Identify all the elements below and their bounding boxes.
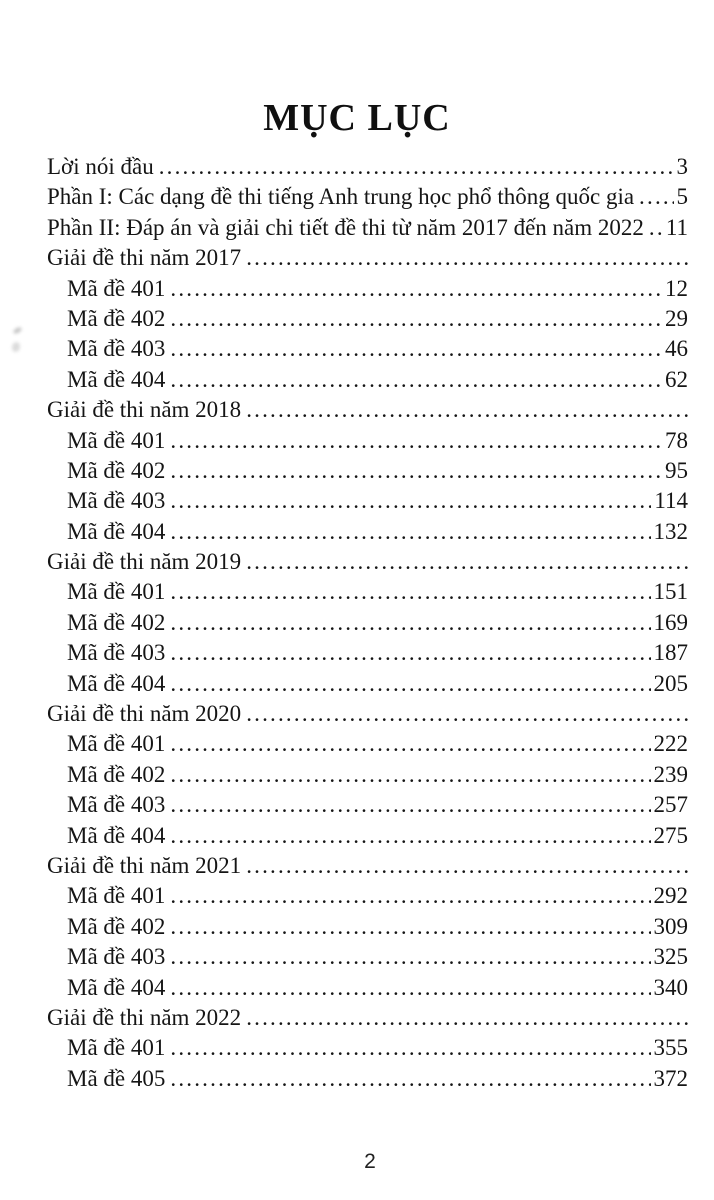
toc-entry-label: Mã đề 401 [67, 275, 166, 301]
toc-entry-page: 372 [653, 1065, 688, 1091]
dot-leader [170, 306, 662, 332]
dot-leader [170, 640, 650, 666]
toc-row [47, 731, 688, 761]
dot-leader [170, 610, 650, 636]
toc-row [47, 944, 688, 974]
toc-entry-label: Giải đề thi năm 2021 [47, 852, 242, 878]
dot-leader [649, 215, 663, 241]
toc-row [47, 519, 688, 549]
toc-entry-label: Mã đề 404 [67, 822, 166, 848]
toc-row [47, 762, 688, 792]
toc-entry-label: Mã đề 403 [67, 336, 166, 362]
dot-leader [170, 883, 650, 909]
toc-row [47, 458, 688, 488]
toc-entry-label: Mã đề 404 [67, 518, 166, 544]
dot-leader [246, 853, 688, 879]
dot-leader [170, 519, 650, 545]
dot-leader [170, 1035, 650, 1061]
toc-entry-label: Mã đề 402 [67, 457, 166, 483]
toc-entry-page: 309 [653, 913, 688, 939]
toc-row [47, 276, 688, 306]
dot-leader [170, 975, 650, 1001]
toc-entry-page: 132 [653, 518, 688, 544]
toc-row [47, 579, 688, 609]
toc-entry-page: 46 [665, 336, 688, 362]
toc-entry-label: Mã đề 401 [67, 731, 166, 757]
toc-entry-page: 187 [653, 640, 688, 666]
toc-entry-label: Giải đề thi năm 2019 [47, 549, 242, 575]
footer-page-number: 2 [364, 1150, 376, 1173]
toc-entry-page: 205 [653, 670, 688, 696]
toc-row [47, 488, 688, 518]
toc-row [47, 1035, 688, 1065]
toc-entry-label: Mã đề 404 [67, 974, 166, 1000]
toc-row [47, 428, 688, 458]
toc-row [47, 701, 688, 731]
dot-leader [639, 184, 673, 210]
toc-row [47, 1005, 688, 1035]
page-title: MỤC LỤC [263, 97, 451, 139]
toc-row [47, 367, 688, 397]
dot-leader [246, 397, 688, 423]
toc-entry-page: 95 [665, 457, 688, 483]
toc-row [47, 549, 688, 579]
dot-leader [170, 579, 650, 605]
dot-leader [246, 1005, 688, 1031]
toc-row [47, 640, 688, 670]
dot-leader [170, 762, 650, 788]
dot-leader [170, 671, 650, 697]
toc-entry-label: Lời nói đầu [47, 154, 154, 179]
toc-entry-label: Mã đề 402 [67, 761, 166, 787]
toc-entry-label: Mã đề 403 [67, 792, 166, 818]
dot-leader [246, 549, 688, 575]
toc-row [47, 245, 688, 275]
toc-row [47, 154, 688, 184]
toc-row [47, 306, 688, 336]
toc-entry-page: 12 [665, 275, 688, 301]
toc-row [47, 975, 688, 1005]
toc-entry-label: Giải đề thi năm 2017 [47, 245, 242, 271]
toc-entry-label: Mã đề 402 [67, 609, 166, 635]
dot-leader [170, 276, 662, 302]
dot-leader [170, 823, 650, 849]
toc-entry-page: 169 [653, 609, 688, 635]
toc-entry-label: Mã đề 402 [67, 913, 166, 939]
toc-row [47, 671, 688, 701]
toc-entry-page: 239 [653, 761, 688, 787]
toc-row [47, 184, 688, 214]
toc-entry-label: Mã đề 401 [67, 579, 166, 605]
dot-leader [170, 731, 650, 757]
toc-row [47, 610, 688, 640]
dot-leader [170, 914, 650, 940]
dot-leader [170, 367, 662, 393]
dot-leader [159, 154, 674, 180]
toc-entry-page: 355 [653, 1035, 688, 1061]
toc-entry-label: Mã đề 401 [67, 883, 166, 909]
toc-entry-label: Mã đề 403 [67, 640, 166, 666]
dot-leader [170, 792, 650, 818]
toc-entry-page: 292 [653, 883, 688, 909]
toc-entry-label: Giải đề thi năm 2022 [47, 1004, 242, 1030]
dot-leader [246, 701, 688, 727]
toc-entry-label: Mã đề 404 [67, 670, 166, 696]
toc-entry-page: 114 [654, 488, 688, 514]
toc-entry-page: 29 [665, 305, 688, 331]
toc-row [47, 883, 688, 913]
dot-leader [170, 428, 662, 454]
toc-entry-label: Giải đề thi năm 2018 [47, 397, 242, 423]
dot-leader [170, 1066, 650, 1092]
dot-leader [170, 944, 650, 970]
dot-leader [170, 458, 662, 484]
toc-entry-page: 11 [665, 214, 688, 240]
toc-entry-page: 325 [653, 944, 688, 970]
toc-entry-page: 3 [676, 154, 688, 179]
toc-entry-label: Mã đề 404 [67, 366, 166, 392]
toc-entry-label: Mã đề 401 [67, 1035, 166, 1061]
toc-list [0, 154, 714, 1096]
toc-row [47, 1066, 688, 1096]
toc-entry-page: 78 [665, 427, 688, 453]
toc-entry-page: 5 [676, 184, 688, 210]
toc-entry-page: 222 [653, 731, 688, 757]
toc-row [47, 914, 688, 944]
toc-entry-label: Phần I: Các dạng đề thi tiếng Anh trung học phổ thông quốc gia [47, 184, 635, 210]
dot-leader [170, 488, 651, 514]
toc-entry-label: Mã đề 403 [67, 488, 166, 514]
toc-entry-page: 340 [653, 974, 688, 1000]
toc-entry-label: Mã đề 401 [67, 427, 166, 453]
toc-row [47, 792, 688, 822]
toc-entry-page: 257 [653, 792, 688, 818]
toc-entry-page: 62 [665, 366, 688, 392]
toc-row [47, 853, 688, 883]
dot-leader [170, 336, 662, 362]
toc-entry-page: 151 [653, 579, 688, 605]
toc-entry-label: Mã đề 405 [67, 1065, 166, 1091]
toc-row [47, 823, 688, 853]
toc-row [47, 215, 688, 245]
toc-row [47, 336, 688, 366]
toc-entry-label: Mã đề 402 [67, 305, 166, 331]
toc-row [47, 397, 688, 427]
toc-entry-page: 275 [653, 822, 688, 848]
dot-leader [246, 245, 688, 271]
toc-entry-label: Giải đề thi năm 2020 [47, 701, 242, 727]
toc-entry-label: Mã đề 403 [67, 944, 166, 970]
toc-entry-label: Phần II: Đáp án và giải chi tiết đề thi từ năm 2017 đến năm 2022 [47, 214, 644, 240]
